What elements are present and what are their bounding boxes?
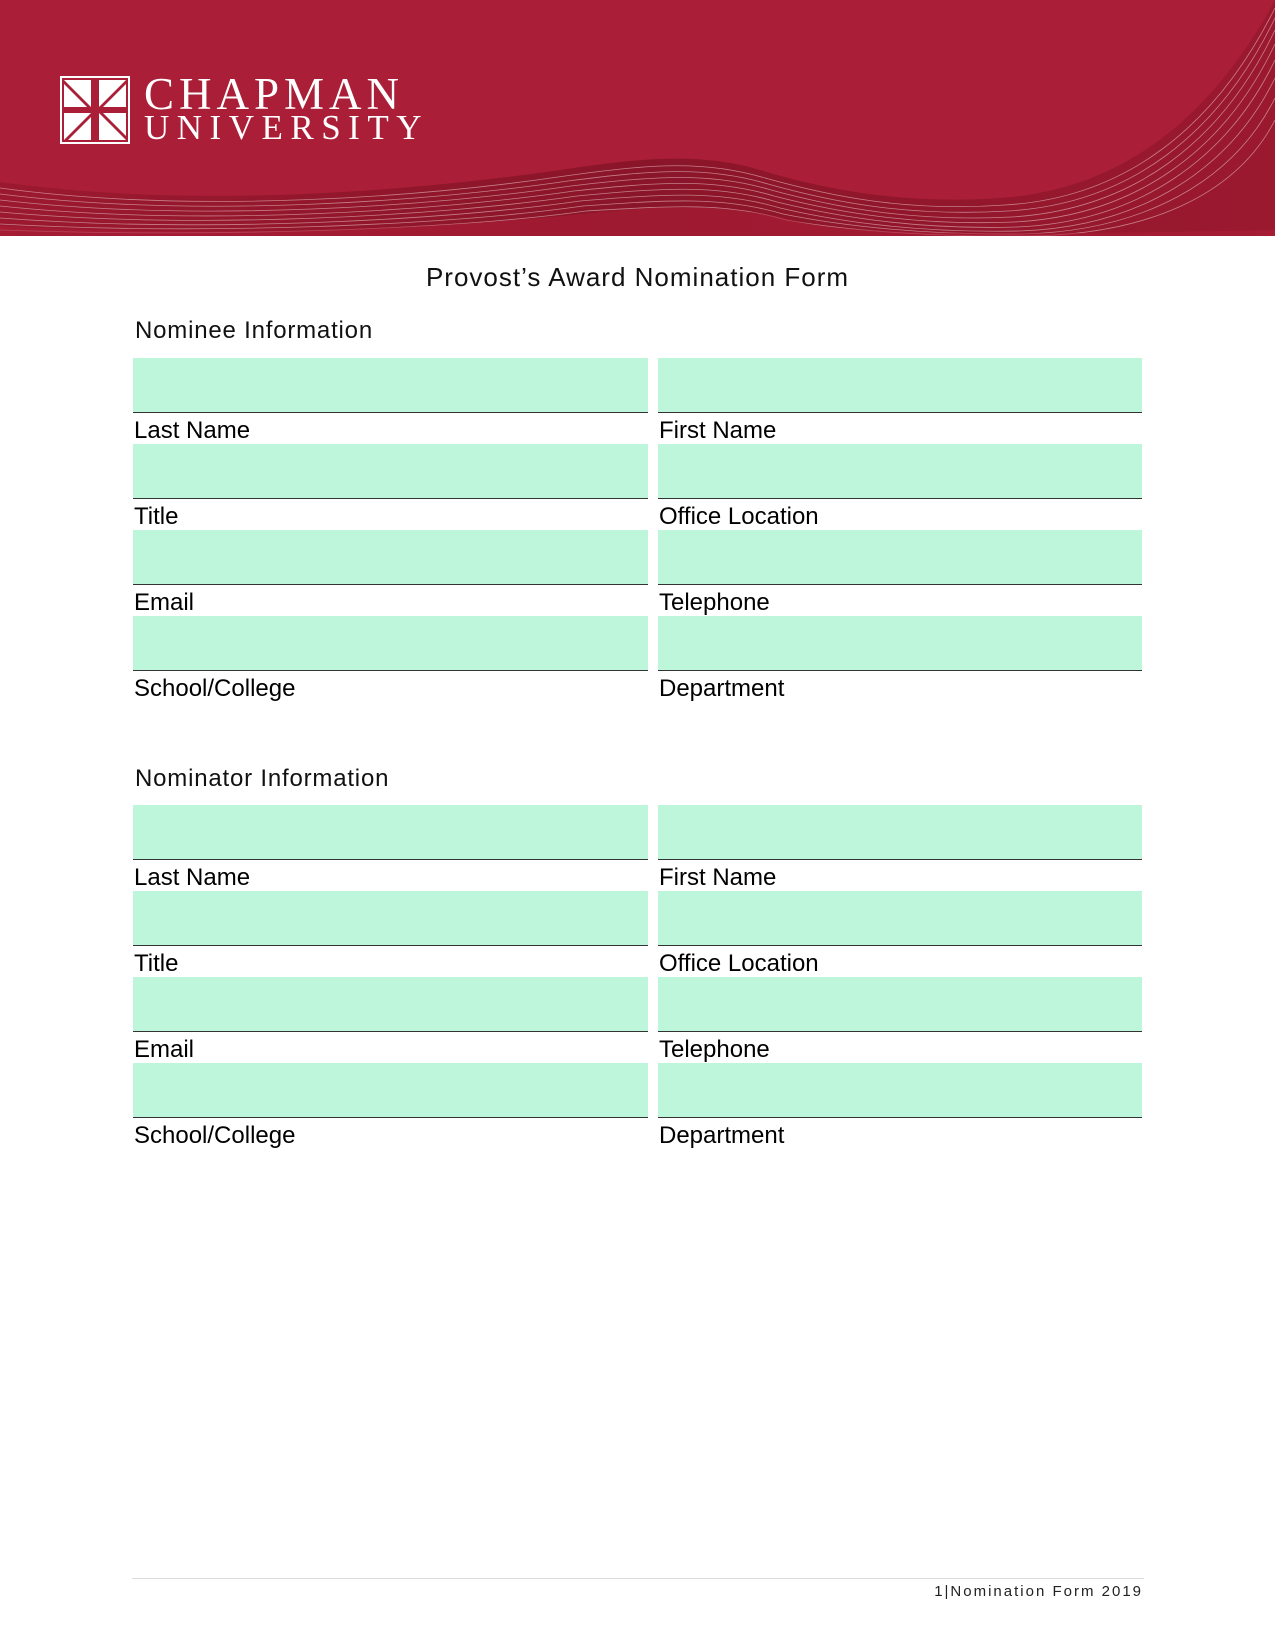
nominator-school-college-field <box>133 1063 648 1150</box>
nominee-telephone-input[interactable] <box>658 530 1142 585</box>
page-title: Provost’s Award Nomination Form <box>425 262 850 292</box>
footer-divider <box>132 1578 1144 1579</box>
nominee-email-field <box>133 530 648 617</box>
nominee-last-name-field <box>133 358 648 445</box>
field-label: Telephone <box>659 1036 770 1063</box>
footer-page-number: 1|Nomination Form 2019 <box>934 1583 1143 1600</box>
nominator-first-name-field <box>658 805 1142 892</box>
nominee-last-name-input[interactable] <box>133 358 648 413</box>
nominator-email-field <box>133 977 648 1064</box>
field-label: Last Name <box>134 417 251 444</box>
nominee-title-input[interactable] <box>133 444 648 499</box>
field-label: Last Name <box>134 864 251 891</box>
nominator-last-name-input[interactable] <box>133 805 648 860</box>
nominee-first-name-input[interactable] <box>658 358 1142 413</box>
field-label: First Name <box>659 864 777 891</box>
nominee-office-location-field <box>658 444 1142 531</box>
field-label: School/College <box>134 1122 296 1149</box>
field-label: School/College <box>134 675 296 702</box>
section-heading-nominator: Nominator Information <box>135 765 390 792</box>
field-label: First Name <box>659 417 777 444</box>
nominator-first-name-input[interactable] <box>658 805 1142 860</box>
nominator-office-location-field <box>658 891 1142 978</box>
logo-mark-icon <box>60 76 130 144</box>
nominator-telephone-input[interactable] <box>658 977 1142 1032</box>
nominator-school-college-input[interactable] <box>133 1063 648 1118</box>
logo-wordmark-line1: CHAPMAN <box>144 69 405 119</box>
nominator-department-field <box>658 1063 1142 1150</box>
nominee-department-field <box>658 616 1142 703</box>
nominator-email-input[interactable] <box>133 977 648 1032</box>
section-heading-nominee: Nominee Information <box>135 317 373 344</box>
nominator-office-location-input[interactable] <box>658 891 1142 946</box>
nominee-school-college-input[interactable] <box>133 616 648 671</box>
field-label: Department <box>659 1122 785 1149</box>
nominator-telephone-field <box>658 977 1142 1064</box>
nominee-office-location-input[interactable] <box>658 444 1142 499</box>
nominator-last-name-field <box>133 805 648 892</box>
field-label: Office Location <box>659 503 819 530</box>
field-label: Email <box>134 589 195 616</box>
field-label: Telephone <box>659 589 770 616</box>
nominee-school-college-field <box>133 616 648 703</box>
nominee-title-field <box>133 444 648 531</box>
nominator-title-input[interactable] <box>133 891 648 946</box>
nominee-telephone-field <box>658 530 1142 617</box>
logo-wordmark-line2: UNIVERSITY <box>144 108 429 147</box>
field-label: Title <box>134 950 179 977</box>
nominator-title-field <box>133 891 648 978</box>
nominator-department-input[interactable] <box>658 1063 1142 1118</box>
field-label: Title <box>134 503 179 530</box>
nominee-department-input[interactable] <box>658 616 1142 671</box>
field-label: Department <box>659 675 785 702</box>
nominee-first-name-field <box>658 358 1142 445</box>
nominee-email-input[interactable] <box>133 530 648 585</box>
field-label: Email <box>134 1036 195 1063</box>
field-label: Office Location <box>659 950 819 977</box>
